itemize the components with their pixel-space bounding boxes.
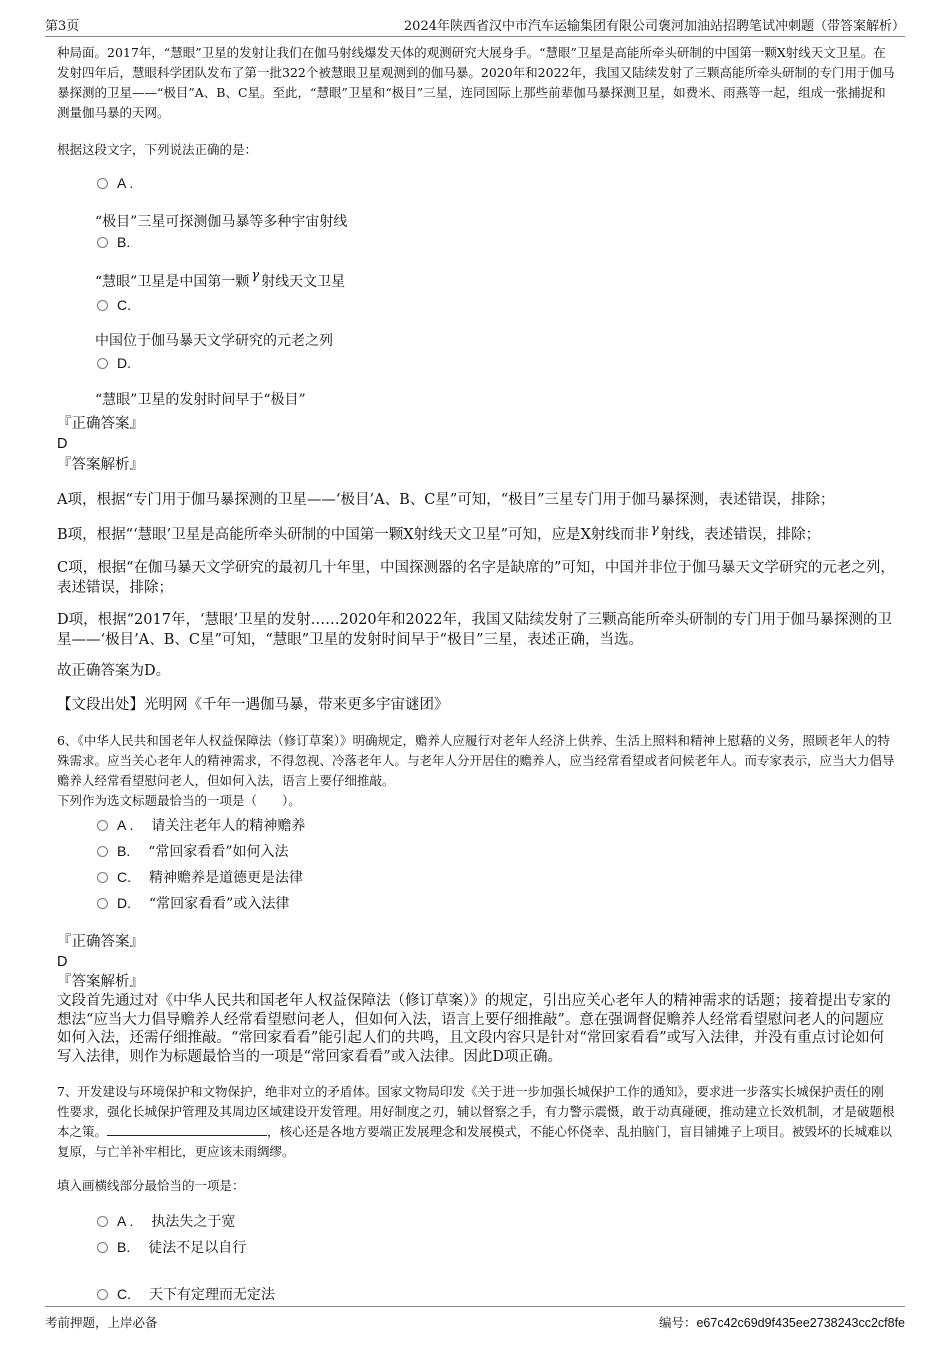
q5-option-d-text: “慧眼”卫星的发射时间早于“极目” xyxy=(95,392,306,408)
q6-option-b[interactable] xyxy=(97,841,289,861)
answer-heading: 『正确答案』 xyxy=(57,416,144,432)
q5-prompt: 根据这段文字，下列说法正确的是： xyxy=(57,142,258,157)
option-text: “常回家看看”如何入法 xyxy=(148,844,289,860)
q7-passage: 7、开发建设与环境保护和文物保护，绝非对立的矛盾体。国家文物局印发《关于进一步加强长城保护工作的通知》，要求进一步落实长城保护责任的刚性要求，强化长城保护管理及其周边区域建设开发管理。用好制度之刃，辅以督察之手，有力警示震慑，敢于动真碰硬，推动建立长效机制，才是破题根本之策。 ，核心还是各地方要端正发展理念和发展模式，不能心怀侥幸、乱拍脑门，盲目铺摊子上项目。被毁坏的长城难以复原，与亡羊补牢相比，更应该未雨绸缪。 xyxy=(57,1084,895,1159)
analysis-item-b: B项，根据“‘慧眼’卫星是高能所牵头研制的中国第一颗X射线天文卫星”可知，应是X射线而非 γ 射线，表述错误，排除； xyxy=(57,522,821,543)
radio-icon[interactable] xyxy=(97,1289,108,1300)
option-text-after: 射线天文卫星 xyxy=(261,274,346,290)
radio-icon[interactable] xyxy=(97,1216,108,1227)
q5-option-a[interactable] xyxy=(97,175,133,191)
gamma-symbol: γ xyxy=(251,268,260,283)
option-text: 执法失之于宽 xyxy=(151,1214,236,1230)
analysis-heading: 『答案解析』 xyxy=(57,974,144,990)
q5-option-c[interactable] xyxy=(97,297,131,313)
radio-icon[interactable] xyxy=(97,178,108,189)
document-title: 2024年陕西省汉中市汽车运输集团有限公司褒河加油站招聘笔试冲刺题（带答案解析） xyxy=(403,18,905,34)
radio-icon[interactable] xyxy=(97,898,108,909)
q5-option-b[interactable] xyxy=(97,234,130,250)
q5-option-c-text: 中国位于伽马暴天文学研究的元老之列 xyxy=(95,333,333,349)
answer-value: D xyxy=(57,436,68,452)
option-text: 天下有定理而无定法 xyxy=(149,1287,275,1303)
option-text: “常回家看看”或入法律 xyxy=(149,896,290,912)
q6-option-a[interactable] xyxy=(97,815,305,835)
q5-option-d[interactable] xyxy=(97,355,131,371)
analysis-heading: 『答案解析』 xyxy=(57,457,144,473)
option-label: B. xyxy=(117,843,131,859)
page-header xyxy=(45,14,905,34)
analysis-item-a: A项，根据“专门用于伽马暴探测的卫星——‘极目’A、B、C星”可知，“极目”三星专门用于伽马暴探测，表述错误，排除； xyxy=(57,492,835,508)
gamma-symbol: γ xyxy=(650,522,659,537)
option-label: A . xyxy=(117,817,134,833)
q6-passage: 6、《中华人民共和国老年人权益保障法（修订草案）》明确规定，赡养人应履行对老年人经济上供养、生活上照料和精神上慰藉的义务，照顾老年人的特殊需求。应当关心老年人的精神需求，不得忽视、冷落老年人。与老年人分开居住的赡养人，应当经常看望或者问候老年人。而专家表示，应当大力倡导赡养人经常看望慰问老人，但如何入法，语言上要仔细推敲。 xyxy=(57,733,895,788)
answer-heading: 『正确答案』 xyxy=(57,934,144,950)
q5-passage: 种局面。2017年，“慧眼”卫星的发射让我们在伽马射线爆发天体的观测研究大展身手。“慧眼”卫星是高能所牵头研制的中国第一颗X射线天文卫星。在发射四年后，慧眼科学团队发布了第一批322个被慧眼卫星观测到的伽马暴。2020年和2022年，我国又陆续发射了三颗高能所牵头研制的专门用于伽马暴探测的卫星——“极目”A、B、C星。至此，“慧眼”卫星和“极目”三星，连同国际上那些前辈伽马暴探测卫星，如费米、雨燕等一起，组成一张捕捉和测量伽马暴的天网。 xyxy=(57,45,895,120)
source-citation: 【文段出处】光明网《千年一遇伽马暴，带来更多宇宙谜团》 xyxy=(57,697,449,713)
option-label: C. xyxy=(117,869,131,885)
radio-icon[interactable] xyxy=(97,300,108,311)
option-text: 请关注老年人的精神赡养 xyxy=(151,818,306,834)
answer-value: D xyxy=(57,954,68,970)
option-label: C. xyxy=(117,297,131,313)
q7-option-c[interactable] xyxy=(97,1284,275,1304)
q6-analysis: 文段首先通过对《中华人民共和国老年人权益保障法（修订草案）》的规定，引出应关心老年人的精神需求的话题；接着提出专家的想法“应当大力倡导赡养人经常看望慰问老人，但如何入法，语言上要仔细推敲”。意在强调督促赡养人经常看望慰问老人的问题应如何入法，还需仔细推敲。“常回家看看”能引起人们的共鸣，且文段内容只是针对“常回家看看”或写入法律，并没有重点讨论如何写入法律，则作为标题最恰当的一项是“常回家看看”或入法律。因此D项正确。 xyxy=(57,993,891,1065)
option-text: 徒法不足以自行 xyxy=(148,1240,247,1256)
option-label: A . xyxy=(117,1213,134,1229)
option-label: C. xyxy=(117,1286,131,1302)
option-label: B. xyxy=(117,1239,131,1255)
radio-icon[interactable] xyxy=(97,358,108,369)
analysis-conclusion: 故正确答案为D。 xyxy=(57,663,171,679)
q7-option-a[interactable] xyxy=(97,1211,235,1231)
page-number: 第3页 xyxy=(45,18,80,34)
radio-icon[interactable] xyxy=(97,846,108,857)
option-label: A . xyxy=(117,175,134,191)
option-label: D. xyxy=(117,355,131,371)
q6-prompt: 下列作为选文标题最恰当的一项是（ ）。 xyxy=(57,793,301,808)
radio-icon[interactable] xyxy=(97,237,108,248)
analysis-item-d: D项，根据“2017年，‘慧眼’卫星的发射……2020年和2022年，我国又陆续发射了三颗高能所牵头研制的专门用于伽马暴探测的卫星——‘极目’A、B、C星”可知，“慧眼”卫星的发射时间早于“极目”三星，表述正确，当选。 xyxy=(57,612,892,648)
option-text-before: “慧眼”卫星是中国第一颗 xyxy=(95,274,250,290)
q5-option-a-text: “极目”三星可探测伽马暴等多种宇宙射线 xyxy=(95,214,348,230)
analysis-item-c: C项，根据“在伽马暴天文学研究的最初几十年里，中国探测器的名字是缺席的”可知，中国并非位于伽马暴天文学研究的元老之列，表述错误，排除； xyxy=(57,560,895,596)
q7-option-b[interactable] xyxy=(97,1237,246,1257)
q5-option-b-text xyxy=(95,268,346,292)
radio-icon[interactable] xyxy=(97,1242,108,1253)
q6-option-c[interactable] xyxy=(97,867,303,887)
radio-icon[interactable] xyxy=(97,872,108,883)
option-label: D. xyxy=(117,895,131,911)
q6-option-d[interactable] xyxy=(97,893,289,913)
radio-icon[interactable] xyxy=(97,820,108,831)
option-label: B. xyxy=(117,234,131,250)
fill-blank-line xyxy=(107,1123,267,1136)
document-code: 编号：e67c42c69d9f435ee2738243cc2cf8fe xyxy=(658,1315,905,1330)
footer-slogan: 考前押题，上岸必备 xyxy=(45,1315,158,1330)
option-text: 精神赡养是道德更是法律 xyxy=(149,870,303,886)
page-footer xyxy=(45,1312,905,1332)
q7-prompt: 填入画横线部分最恰当的一项是： xyxy=(57,1178,245,1193)
